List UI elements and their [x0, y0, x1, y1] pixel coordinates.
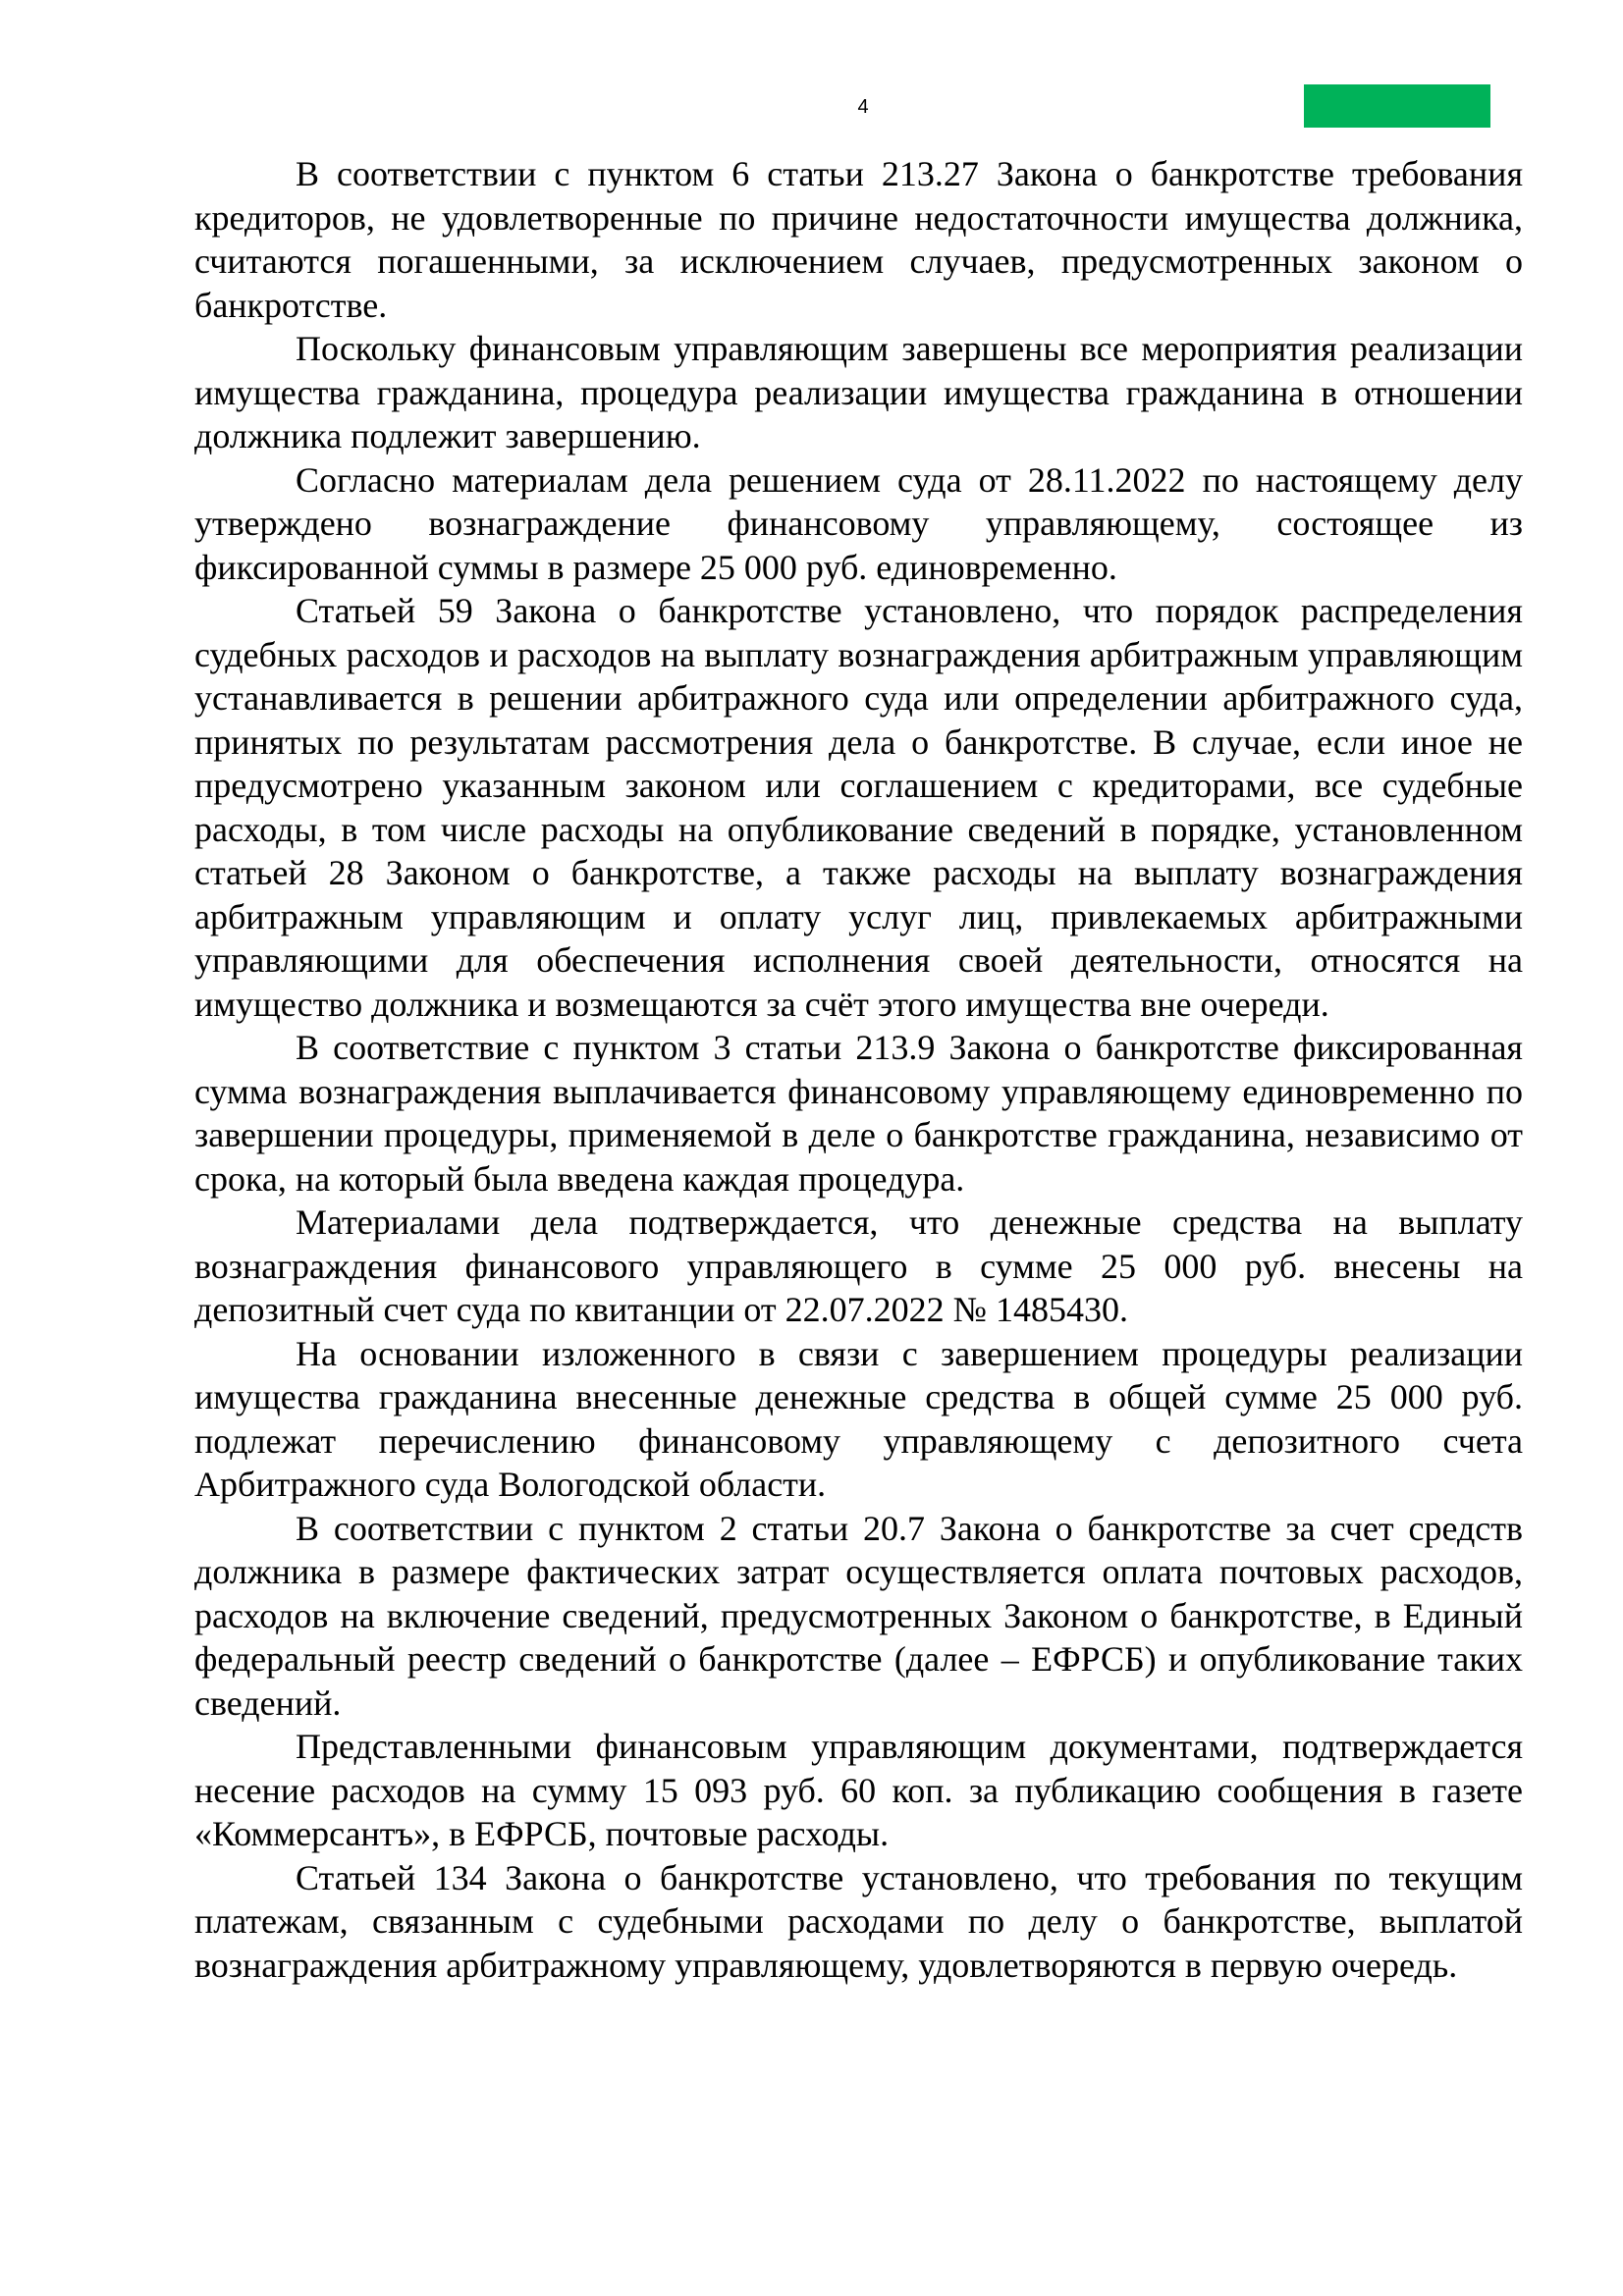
- paragraph: На основании изложенного в связи с завершением процедуры реализации имущества гражданина внесенные денежные средства в общей сумме 25 000 руб. подлежат перечислению финансовому управляющему с депозитного счета Арбитражного суда Вологодской области.: [194, 1333, 1523, 1504]
- page-number: 4: [857, 96, 869, 118]
- paragraph: В соответствие с пунктом 3 статьи 213.9 Закона о банкротстве фиксированная сумма вознаграждения выплачивается финансовому управляющему единовременно по завершении процедуры, применяемой в деле о банкротстве гражданина, независимо от срока, на который была введена каждая процедура.: [194, 1028, 1523, 1199]
- paragraph: Статьей 134 Закона о банкротстве установлено, что требования по текущим платежам, связанным с судебными расходами по делу о банкротстве, выплатой вознаграждения арбитражному управляющему, удовлетворяются в первую очередь.: [194, 1857, 1523, 1985]
- paragraph: Материалами дела подтверждается, что денежные средства на выплату вознаграждения финансового управляющего в сумме 25 000 руб. внесены на депозитный счет суда по квитанции от 22.07.2022 № 1485430.: [194, 1202, 1523, 1329]
- paragraph: Представленными финансовым управляющим документами, подтверждается несение расходов на сумму 15 093 руб. 60 коп. за публикацию сообщения в газете «Коммерсантъ», в ЕФРСБ, почтовые расходы.: [194, 1727, 1523, 1853]
- paragraph: Поскольку финансовым управляющим завершены все мероприятия реализации имущества гражданина, процедура реализации имущества гражданина в отношении должника подлежит завершению.: [194, 329, 1523, 455]
- paragraph: В соответствии с пунктом 6 статьи 213.27 Закона о банкротстве требования кредиторов, не удовлетворенные по причине недостаточности имущества должника, считаются погашенными, за исключением случаев, предусмотренных законом о банкротстве.: [194, 154, 1523, 325]
- green-mark: [1304, 84, 1490, 128]
- paragraph: Статьей 59 Закона о банкротстве установлено, что порядок распределения судебных расходов и расходов на выплату вознаграждения арбитражным управляющим устанавливается в решении арбитражного суда или определении арбитражного суда, принятых по результатам рассмотрения дела о банкротстве. В случае, если иное не предусмотрено указанным законом или соглашением с кредиторами, все судебные расходы, в том числе расходы на опубликование сведений в порядке, установленном статьей 28 Законом о банкротстве, а также расходы на выплату вознаграждения арбитражным управляющим и оплату услуг лиц, привлекаемых арбитражными управляющими для обеспечения исполнения своей деятельности, относятся на имущество должника и возмещаются за счёт этого имущества вне очереди.: [194, 591, 1523, 1024]
- paragraph: В соответствии с пунктом 2 статьи 20.7 Закона о банкротстве за счет средств должника в размере фактических затрат осуществляется оплата почтовых расходов, расходов на включение сведений, предусмотренных Законом о банкротстве, в Единый федеральный реестр сведений о банкротстве (далее – ЕФРСБ) и опубликование таких сведений.: [194, 1508, 1523, 1723]
- paragraph: Согласно материалам дела решением суда от 28.11.2022 по настоящему делу утверждено вознаграждение финансовому управляющему, состоящее из фиксированной суммы в размере 25 000 руб. единовременно.: [194, 459, 1523, 587]
- document-body: [194, 152, 1523, 1987]
